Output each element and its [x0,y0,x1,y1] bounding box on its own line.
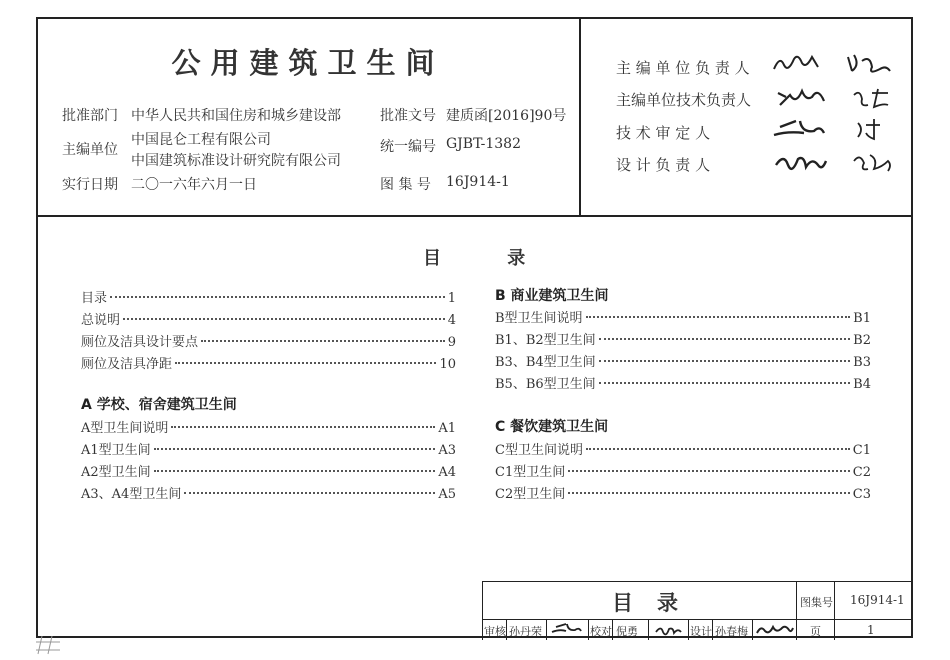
toc-title-char-1: 目 [423,248,441,269]
sig-label-chief-editor: 主 编 单 位 负 责 人 [616,59,750,77]
approval-dept: 中华人民共和国住房和城乡建设部 [131,108,341,124]
title-block [482,581,911,636]
toc-entry[interactable]: 总说明 4 [81,313,456,328]
design-label: 设计 [690,625,712,638]
drawing-frame [36,17,913,638]
sig-label-approver: 技 术 审 定 人 [616,124,711,142]
toc-entry[interactable]: B型卫生间说明 B1 [495,311,871,326]
toc-entry[interactable]: A2型卫生间 A4 [81,465,456,480]
handwritten-signature [550,621,586,637]
toc-entry[interactable]: A型卫生间说明 A1 [81,421,456,436]
editor-unit-2: 中国建筑标准设计研究院有限公司 [131,153,341,169]
atlas-no: 16J914-1 [446,174,510,190]
checker-name: 倪勇 [616,625,638,638]
toc-entry[interactable]: 厕位及洁具净距 10 [81,357,456,372]
handwritten-signature [755,621,795,637]
atlas-no-label: 图 集 号 [380,177,431,193]
header-divider [579,19,581,215]
atlas-no: 16J914-1 [850,593,905,607]
section-heading-a: A 学校、宿舍建筑卫生间 [81,397,237,413]
page-label: 页 [810,625,821,638]
corner-mark-icon [34,634,62,656]
sig-label-tech-lead: 主编单位技术负责人 [616,91,752,109]
toc-title [423,244,525,270]
sheet-title: 目 录 [612,591,678,615]
toc-entry[interactable]: B5、B6型卫生间 B4 [495,377,871,392]
section-heading-c: C 餐饮建筑卫生间 [495,419,609,435]
unified-no: GJBT-1382 [446,136,521,152]
handwritten-signature [772,147,902,175]
section-heading-b: B 商业建筑卫生间 [495,288,609,304]
approval-doc-label: 批准文号 [380,108,436,124]
toc-entry[interactable]: C1型卫生间 C2 [495,465,871,480]
cover-header [38,19,911,217]
toc-entry[interactable]: 目录 1 [81,291,456,306]
handwritten-signature [774,83,904,111]
toc-entry[interactable]: A3、A4型卫生间 A5 [81,487,456,502]
handwritten-signature [770,115,900,143]
toc-entry[interactable]: B1、B2型卫生间 B2 [495,333,871,348]
page-number: 1 [867,623,875,637]
toc-entry[interactable]: 厕位及洁具设计要点 9 [81,335,456,350]
editor-unit-1: 中国昆仑工程有限公司 [131,132,271,148]
check-label: 校对 [590,625,612,638]
review-label: 审核 [484,625,506,638]
handwritten-signature [770,49,900,77]
reviewer-name: 孙丹荣 [509,625,542,638]
toc-title-char-2: 录 [507,248,526,269]
toc-entry[interactable]: B3、B4型卫生间 B3 [495,355,871,370]
toc-entry[interactable]: A1型卫生间 A3 [81,443,456,458]
book-title: 公用建筑卫生间 [171,46,445,80]
approval-doc: 建质函[2016]90号 [446,108,567,124]
sig-label-design-lead: 设 计 负 责 人 [616,156,711,174]
unified-no-label: 统一编号 [380,139,436,155]
toc-entry[interactable]: C2型卫生间 C3 [495,487,871,502]
effective-date-label: 实行日期 [62,177,118,193]
designer-name: 孙春梅 [715,625,748,638]
handwritten-signature [654,621,686,637]
effective-date: 二〇一六年六月一日 [131,177,257,193]
toc-entry[interactable]: C型卫生间说明 C1 [495,443,871,458]
editor-unit-label: 主编单位 [62,142,118,158]
atlas-no-label: 图集号 [800,596,833,609]
approval-dept-label: 批准部门 [62,108,118,124]
